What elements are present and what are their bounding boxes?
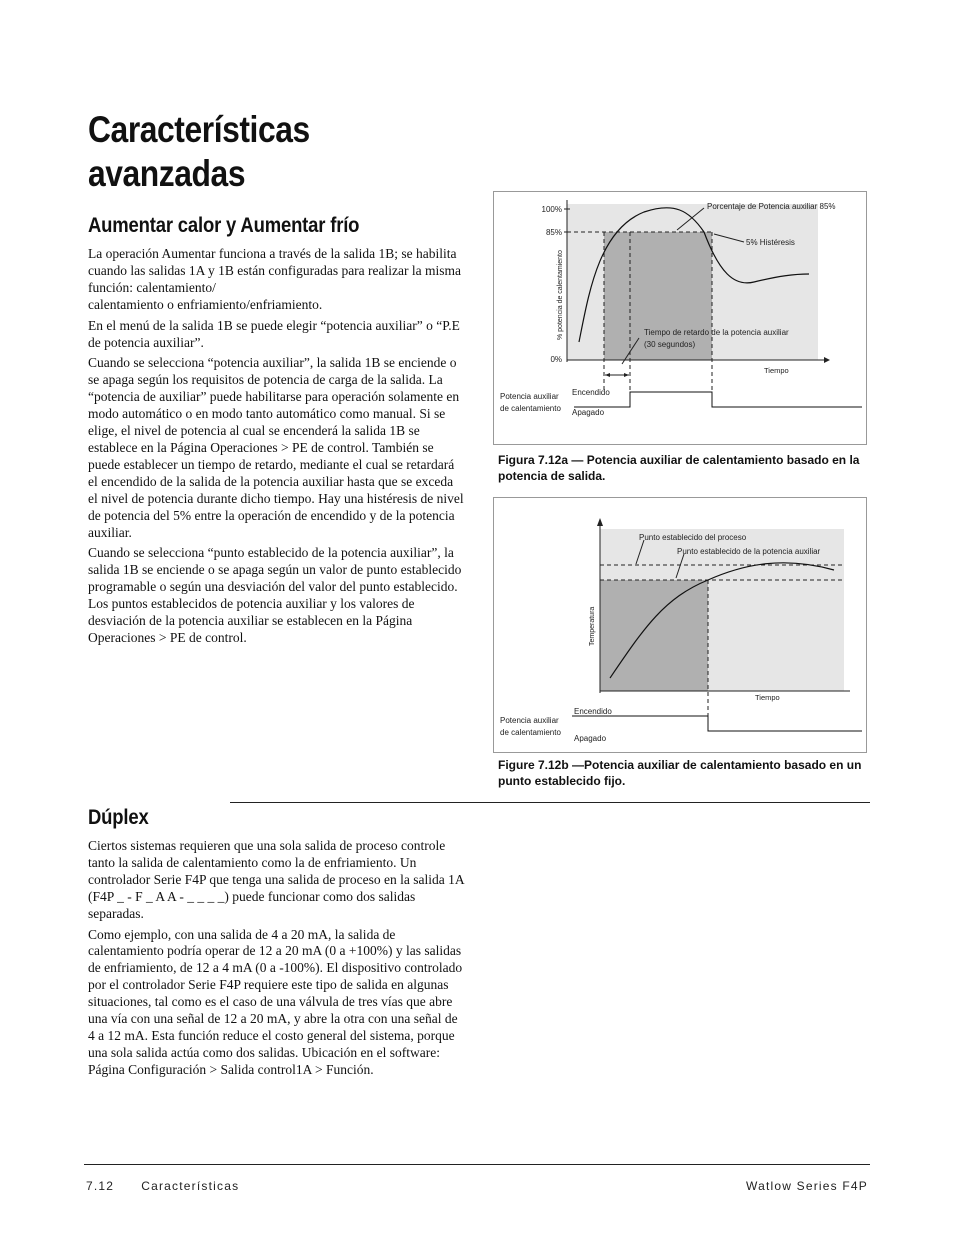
- off-label: Apagado: [574, 734, 607, 743]
- output-waveform: [572, 716, 862, 731]
- paragraph: Como ejemplo, con una salida de 4 a 20 mA, la salida de calentamiento podría operar de 12 a 20 mA (0 a +100%) y las salidas de enfriamiento, de 12 a 4 mA (0 a -100%). El dispositivo controlado por el controlador Serie F4P requiere este tipo de salida en algunas situaciones, tal como es el caso de una válvula de tres vías que abre una vía con una señal de 12 a 20 mA, y abre la otra con una señal de 4 a 12 mA. Esta función reduce el costo general del sistema, porque una sola salida actúa como dos salidas. Ubicación en el software: Página Configuración > Salida control1A > Función.: [88, 926, 463, 1077]
- figure-a-caption: Figura 7.12a — Potencia auxiliar de calentamiento basado en la potencia de salida.: [498, 453, 860, 483]
- x-axis-label: Tiempo: [755, 693, 780, 702]
- title-line-2: avanzadas: [88, 153, 246, 194]
- paragraph: Ciertos sistemas requieren que una sola salida de proceso controle tanto la salida de calentamiento como la de enfriamiento. Un controlador Serie F4P que tenga una salida de proceso en la salida 1A (F4P _ - F _ A A - _ _ _ _) puede funcionar como dos salidas separadas.: [88, 838, 464, 921]
- on-label: Encendido: [572, 388, 610, 397]
- paragraph: La operación Aumentar funciona a través de la salida 1B; se habilita cuando las salidas 1A y 1B están configuradas para realizar la misma función: calentamiento/: [88, 246, 461, 295]
- title-line-1: Características: [88, 109, 310, 150]
- figure-a-diagram: [494, 192, 866, 444]
- annotation-delay-2: (30 segundos): [644, 340, 696, 349]
- y-axis-arrow: [597, 518, 603, 526]
- section-heading-aumentar: Aumentar calor y Aumentar frío: [88, 214, 360, 237]
- page-number: 7.12: [86, 1179, 115, 1193]
- output-waveform: [574, 392, 862, 407]
- label-100: 100%: [541, 205, 562, 214]
- figure-7-12b: [493, 497, 867, 753]
- label-0: 0%: [550, 355, 562, 364]
- paragraph: Cuando se selecciona “potencia auxiliar”, la salida 1B se enciende o se apaga según los requisitos de potencia de carga de la salida. La “potencia de auxiliar” puede habilitarse para operación solamente en modo automático o en modo tanto automático como manual. Si se elige, el nivel de potencia al cual se encenderá la salida 1B se establece en la Página Operaciones > PE de control. También se puede establecer un tiempo de retardo, mediante el cual se retardará el encendido de la salida de la potencia auxiliar hasta que se exceda el nivel de potencia durante dicho tiempo. Hay una histéresis de nivel de potencia del 5% entre la operación de encendido y de la potencia auxiliar.: [88, 355, 464, 540]
- figure-b-caption: Figure 7.12b —Potencia auxiliar de calentamiento basado en un punto establecido fijo.: [498, 758, 862, 788]
- output-label-2: de calentamiento: [500, 728, 561, 737]
- paragraph: En el menú de la salida 1B se puede elegir “potencia auxiliar” o “P.E de potencia auxiliar”.: [88, 317, 460, 350]
- output-label-2: de calentamiento: [500, 404, 561, 413]
- page-title: [88, 108, 432, 196]
- annotation-hysteresis: 5% Histéresis: [746, 238, 795, 247]
- on-label: Encendido: [574, 707, 612, 716]
- label-85: 85%: [545, 228, 562, 237]
- x-axis-label: Tiempo: [764, 366, 789, 375]
- y-axis-label: Temperatura: [589, 606, 596, 646]
- output-label-1: Potencia auxiliar: [500, 392, 559, 401]
- annotation-percent: Porcentaje de Potencia auxiliar 85%: [707, 202, 836, 211]
- footer-rule: [84, 1164, 870, 1165]
- y-axis-label: % potencia de calentamiento: [557, 250, 564, 340]
- output-label-1: Potencia auxiliar: [500, 716, 559, 725]
- section-heading-duplex: Dúplex: [88, 806, 149, 829]
- figure-b-diagram: [494, 498, 866, 752]
- footer-left: [86, 1179, 239, 1193]
- figure-7-12a: [493, 191, 867, 445]
- section-divider: [230, 802, 870, 803]
- footer-product: Watlow Series F4P: [746, 1179, 868, 1193]
- section-body-aumentar: [88, 246, 466, 651]
- paragraph: Cuando se selecciona “punto establecido de la potencia auxiliar”, la salida 1B se enciende o se apaga según un valor de punto establecido programable o según una desviación del valor del punto establecido. Los puntos establecidos de potencia auxiliar y los valores de desviación de la potencia auxiliar se establecen en la Página Operaciones > PE de control.: [88, 545, 462, 645]
- footer-section: Características: [141, 1179, 240, 1193]
- paragraph: calentamiento o enfriamiento/enfriamiento.: [88, 296, 323, 312]
- annotation-aux: Punto establecido de la potencia auxiliar: [677, 547, 821, 556]
- aux-on-region: [600, 580, 708, 691]
- section-body-duplex: [88, 838, 466, 1083]
- annotation-delay-1: Tiempo de retardo de la potencia auxiliar: [644, 328, 789, 337]
- annotation-process: Punto establecido del proceso: [639, 533, 747, 542]
- off-label: Apagado: [572, 408, 605, 417]
- x-axis-arrow: [824, 357, 830, 363]
